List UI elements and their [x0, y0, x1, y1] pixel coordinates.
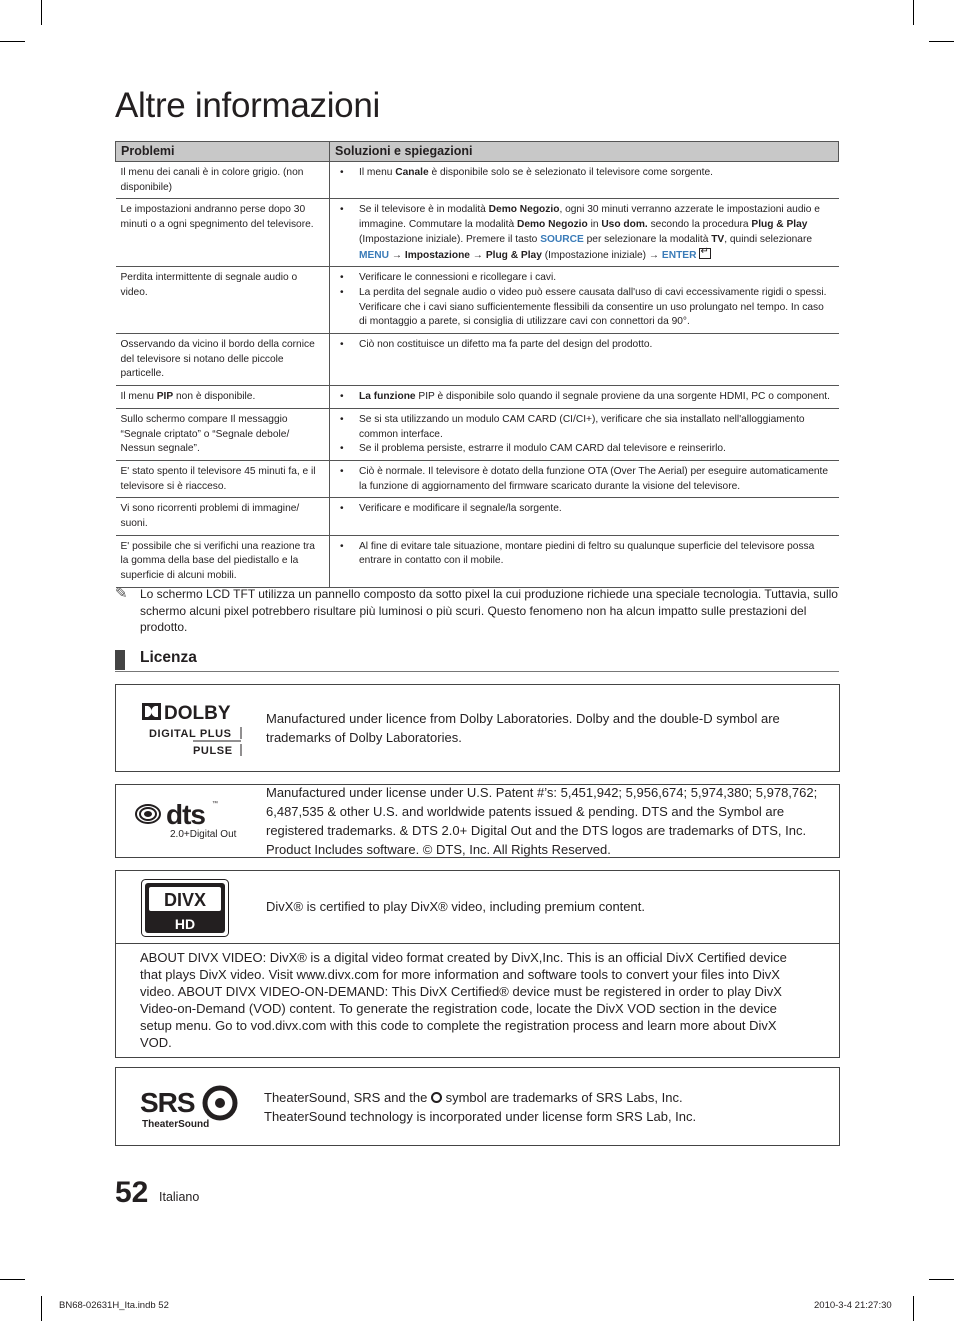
solution-item: • La funzione PIP è disponibile solo quando il segnale proviene da una sorgente HDMI, PC o component. [340, 390, 834, 405]
svg-text:2.0+Digital Out: 2.0+Digital Out [170, 829, 237, 840]
header-solutions: Soluzioni e spiegazioni [330, 142, 839, 162]
solution-item: • Verificare e modificare il segnale/la sorgente. [340, 502, 834, 517]
solution-cell [330, 460, 839, 497]
svg-text:HD: HD [174, 916, 196, 932]
problem-cell: Le impostazioni andranno perse dopo 30 minuti o a ogni spegnimento del televisore. [116, 199, 330, 267]
crop-mark [0, 41, 25, 42]
problem-cell: E' possibile che si verifichi una reazione tra la gomma della base del piedistallo e la superficie di alcuni mobili. [116, 535, 330, 587]
svg-text:SRS: SRS [140, 1087, 195, 1118]
table-row [116, 386, 839, 409]
solution-cell [330, 334, 839, 386]
srs-line-1: TheaterSound, SRS and the symbol are trademarks of SRS Labs, Inc. [264, 1090, 683, 1105]
svg-text:DOLBY: DOLBY [164, 703, 231, 724]
section-title: Licenza [140, 649, 197, 666]
footer-file: BN68-02631H_Ita.indb 52 [59, 1300, 169, 1311]
solution-item: • Se il problema persiste, estrarre il modulo CAM CARD dal televisore e reinserirlo. [340, 442, 834, 457]
crop-mark [913, 1296, 914, 1321]
problem-cell: Perdita intermittente di segnale audio o video. [116, 267, 330, 334]
solution-item: • Ciò non costituisce un difetto ma fa parte del design del prodotto. [340, 338, 834, 353]
table-row [116, 408, 839, 460]
dolby-logo [141, 701, 251, 761]
note-text: Lo schermo LCD TFT utilizza un pannello composto da sotto pixel la cui produzione richiede una speciale tecnologia. Tuttavia, sullo schermo alcuni pixel potrebbero risultare più luminosi o più scuri. Questo fenomeno non ha alcun impatto sulle prestazioni del prodotto. [140, 587, 838, 635]
srs-text [264, 1088, 834, 1126]
svg-text:dts: dts [166, 799, 205, 830]
section-bar [115, 650, 125, 670]
solution-cell [330, 498, 839, 535]
divider [116, 943, 839, 944]
divx-text: DivX® is certified to play DivX® video, including premium content. [266, 899, 645, 914]
svg-text:™: ™ [212, 801, 218, 807]
problem-cell: E' stato spento il televisore 45 minuti fa, e il televisore si è riacceso. [116, 460, 330, 497]
table-row [116, 460, 839, 497]
srs-symbol-icon [431, 1092, 442, 1103]
problem-cell: Vi sono ricorrenti problemi di immagine/ suoni. [116, 498, 330, 535]
divx-logo [141, 879, 229, 937]
solution-item: • Se il televisore è in modalità Demo Negozio, ogni 30 minuti verranno azzerate le impostazioni audio e immagine. Commutare la modalità Demo Negozio in Uso dom. secondo la procedura Plug & Play (Impostazione iniziale). Premere il tasto SOURCE per selezionare la modalità TV, quindi selezionare MENU → Impostazione → Plug & Play (Impostazione iniziale) → ENTER↵ [340, 203, 834, 263]
svg-text:PULSE: PULSE [193, 745, 233, 757]
srs-license-box [115, 1067, 840, 1146]
divx-about-text: ABOUT DIVX VIDEO: DivX® is a digital video format created by DivX,Inc. This is an official DivX Certified device that plays DivX video. Visit www.divx.com for more information and software tools to convert your files into DivX video. ABOUT DIVX VIDEO-ON-DEMAND: This DivX Certified® device must be registered in order to play DivX Video-on-Demand (VOD) content. To generate the registration code, locate the DivX VOD section in the device setup menu. Go to vod.divx.com with this code to complete the registration process and learn more about DivX VOD. [140, 950, 787, 1050]
page-number: 52 [115, 1176, 149, 1209]
note [115, 586, 839, 636]
table-row [116, 535, 839, 587]
section-header [115, 648, 839, 672]
solution-item: • Se si sta utilizzando un modulo CAM CARD (CI/CI+), verificare che sia installato nell'alloggiamento common interface. [340, 413, 834, 442]
solution-item: • Ciò è normale. Il televisore è dotato della funzione OTA (Over The Aerial) per eseguire automaticamente la funzione di aggiornamento del firmware scaricato durante la visione del televisore. [340, 465, 834, 494]
srs-line-2: TheaterSound technology is incorporated under license form SRS Lab, Inc. [264, 1109, 697, 1124]
solution-item: • Il menu Canale è disponibile solo se è selezionato il televisore come sorgente. [340, 166, 834, 181]
crop-mark [929, 41, 954, 42]
table-row [116, 162, 839, 199]
problem-cell: Il menu PIP non è disponibile. [116, 386, 330, 409]
solution-cell [330, 267, 839, 334]
crop-mark [41, 1296, 42, 1321]
dts-logo [134, 797, 244, 847]
table-row [116, 199, 839, 267]
dolby-license-box [115, 684, 840, 772]
troubleshooting-table [115, 141, 839, 588]
solution-cell [330, 535, 839, 587]
crop-mark [929, 1279, 954, 1280]
solution-item: • La perdita del segnale audio o video può essere causata dall'uso di cavi eccessivamente rigidi o spessi. Verificare che i cavi siano sufficientemente flessibili da consentire un uso prolungato nel tempo. In caso di montaggio a parete, si consiglia di utilizzare cavi con connettori da 90°. [340, 286, 834, 330]
header-problems: Problemi [116, 142, 330, 162]
page-title: Altre informazioni [115, 86, 380, 125]
dts-license-box [115, 784, 840, 858]
table-row [116, 498, 839, 535]
crop-mark [0, 1279, 25, 1280]
dolby-text: Manufactured under licence from Dolby Laboratories. Dolby and the double-D symbol are trademarks of Dolby Laboratories. [266, 711, 780, 745]
srs-logo [138, 1084, 248, 1134]
page-language: Italiano [159, 1190, 200, 1204]
table-row [116, 334, 839, 386]
crop-mark [41, 0, 42, 25]
svg-text:TheaterSound: TheaterSound [142, 1119, 210, 1130]
svg-text:DIGITAL PLUS: DIGITAL PLUS [149, 728, 232, 740]
table-row [116, 267, 839, 334]
problem-cell: Osservando da vicino il bordo della cornice del televisore si notano delle piccole particelle. [116, 334, 330, 386]
footer-date: 2010-3-4 21:27:30 [814, 1300, 892, 1311]
solution-item: • Verificare le connessioni e ricollegare i cavi. [340, 271, 834, 286]
solution-cell [330, 408, 839, 460]
crop-mark [913, 0, 914, 25]
table-header-row [116, 142, 839, 162]
enter-icon [699, 248, 711, 259]
solution-cell [330, 199, 839, 267]
problem-cell: Sullo schermo compare Il messaggio “Segnale criptato” o “Segnale debole/ Nessun segnale”. [116, 408, 330, 460]
svg-text:DIVX: DIVX [163, 890, 207, 910]
dts-text: Manufactured under license under U.S. Patent #’s: 5,451,942; 5,956,674; 5,974,380; 5,978,762; 6,487,535 & other U.S. and worldwide patents issued & pending. DTS and the Symbol are registered trademarks. & DTS 2.0+ Digital Out and the DTS logos are trademarks of DTS, Inc. Product Includes software. © DTS, Inc. All Rights Reserved. [266, 785, 818, 857]
problem-cell: Il menu dei canali è in colore grigio. (non disponibile) [116, 162, 330, 199]
solution-cell [330, 162, 839, 199]
solution-item: • Al fine di evitare tale situazione, montare piedini di feltro su qualunque superficie del televisore possa entrare in contatto con il mobile. [340, 540, 834, 569]
solution-cell [330, 386, 839, 409]
pencil-icon: ✎ [115, 585, 128, 602]
